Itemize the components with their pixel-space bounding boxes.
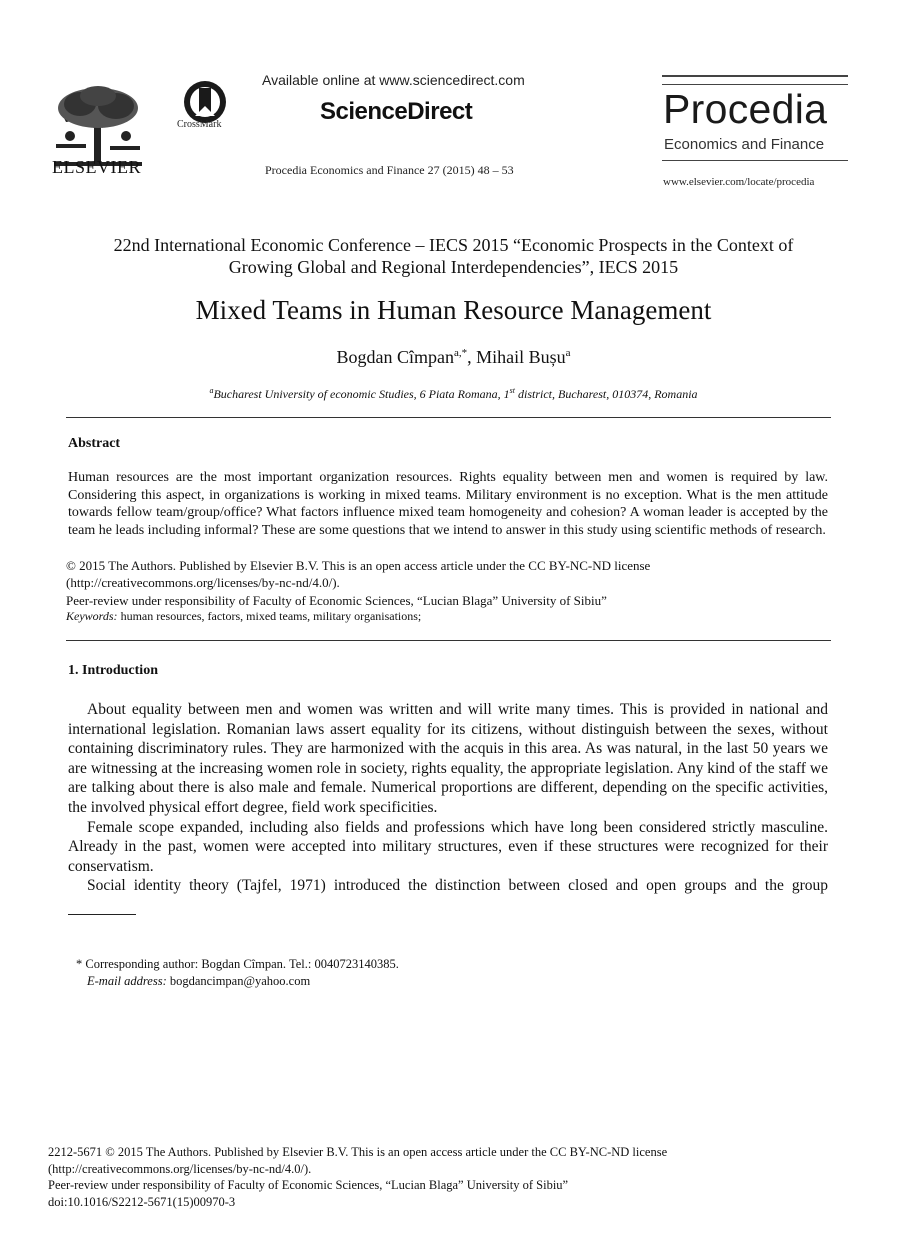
peer-review-note: Peer-review under responsibility of Faculty of Economic Sciences, “Lucian Blaga” University of Sibiu” [66, 593, 607, 608]
conference-line-2: Growing Global and Regional Interdependencies”, IECS 2015 [228, 257, 679, 277]
author-separator: , [467, 347, 477, 367]
affiliation-mark: a [209, 386, 214, 395]
email-label: E-mail address: [87, 974, 167, 988]
footnote-rule [68, 914, 136, 915]
footer-issn-license: 2212-5671 © 2015 The Authors. Published by Elsevier B.V. This is an open access article under the CC BY-NC-ND license [48, 1145, 668, 1159]
email-line [76, 973, 399, 990]
footer-license-link[interactable]: (http://creativecommons.org/licenses/by-nc-nd/4.0/). [48, 1161, 312, 1176]
procedia-top-rule [662, 75, 848, 85]
author-1-affil-mark: a,* [453, 347, 468, 359]
affiliation-text-1: Bucharest University of economic Studies, 6 Piata Romana, 1 [213, 387, 510, 401]
conference-title [60, 234, 847, 278]
conference-line-1: 22nd International Economic Conference – IECS 2015 “Economic Prospects in the Context of [113, 235, 794, 255]
author-2-affil-mark: a [565, 347, 571, 359]
author-list [60, 347, 847, 368]
abstract-heading: Abstract [68, 436, 121, 451]
crossmark-label: CrossMark [177, 119, 222, 130]
footer-peer-review: Peer-review under responsibility of Faculty of Economic Sciences, “Lucian Blaga” University of Sibiu” [48, 1178, 569, 1192]
available-online-text: Available online at www.sciencedirect.com [262, 72, 525, 88]
corresponding-author: * Corresponding author: Bogdan Cîmpan. Tel.: 0040723140385. [76, 957, 399, 971]
email-address[interactable]: bogdancimpan@yahoo.com [166, 974, 311, 988]
divider-rule [66, 640, 831, 641]
paragraph: About equality between men and women was written and will write many times. This is provided in national and international legislation. Romanian laws assert equality for its citizens, without distinguish between the sexes, without containing discriminatory rules. They are harmonized with the acquis in this area. As was natural, in the last 50 years we are witnessing at the increasing women role in society, rights equality, the appropriate legislation. Any kind of the staff we are talking about there is also male and female. Numerical proportions are different, depending on the specific activities, the involved physical effort degree, field work specificities. [68, 701, 828, 816]
introduction-body [68, 700, 828, 896]
corresponding-author-footnote [76, 956, 399, 990]
copyright-line-1: © 2015 The Authors. Published by Elsevier B.V. This is an open access article under the CC BY-NC-ND license [66, 558, 651, 573]
journal-reference: Procedia Economics and Finance 27 (2015) 48 – 53 [265, 163, 514, 177]
keywords-label: Keywords: [66, 609, 118, 623]
paper-title: Mixed Teams in Human Resource Management [195, 295, 712, 325]
abstract-body: Human resources are the most important organization resources. Rights equality between men and women is required by law. Considering this aspect, in organizations is working in mixed teams. Military environment is no exception. What is the men attitude towards fellow team/group/office? What factors influence mixed team homogeneity and cohesion? A woman leader is accepted by the team he leads including informal? These are some questions that we intend to answer in this study using scientific methods of research. [68, 470, 828, 538]
paragraph: Female scope expanded, including also fields and professions which have long been considered strictly masculine. Already in the past, women were accepted into military structures, even if these structures were recognized for their conservatism. [68, 818, 828, 875]
page-footer [48, 1144, 667, 1210]
keywords [66, 609, 836, 624]
procedia-title: Procedia [663, 86, 828, 132]
author-1[interactable]: Bogdan Cîmpan [336, 347, 454, 367]
keywords-list: human resources, factors, mixed teams, military organisations; [117, 609, 422, 623]
author-2[interactable]: Mihail Bușu [476, 347, 566, 367]
affiliation-ordinal: st [509, 386, 515, 395]
section-heading-introduction: 1. Introduction [68, 663, 158, 678]
divider-rule [66, 417, 831, 418]
affiliation [60, 386, 847, 402]
procedia-subtitle: Economics and Finance [664, 136, 825, 153]
copyright-notice [66, 557, 836, 591]
affiliation-text-2: district, Bucharest, 010374, Romania [514, 387, 698, 401]
paragraph: Social identity theory (Tajfel, 1971) introduced the distinction between closed and open groups and the group [87, 877, 828, 895]
procedia-url-link[interactable]: www.elsevier.com/locate/procedia [663, 176, 815, 188]
license-link[interactable]: (http://creativecommons.org/licenses/by-nc-nd/4.0/). [66, 575, 340, 590]
footer-doi[interactable]: doi:10.1016/S2212-5671(15)00970-3 [48, 1194, 236, 1209]
procedia-bottom-rule [662, 160, 848, 161]
elsevier-wordmark: ELSEVIER [52, 157, 141, 177]
sciencedirect-brand[interactable]: ScienceDirect [320, 98, 473, 125]
